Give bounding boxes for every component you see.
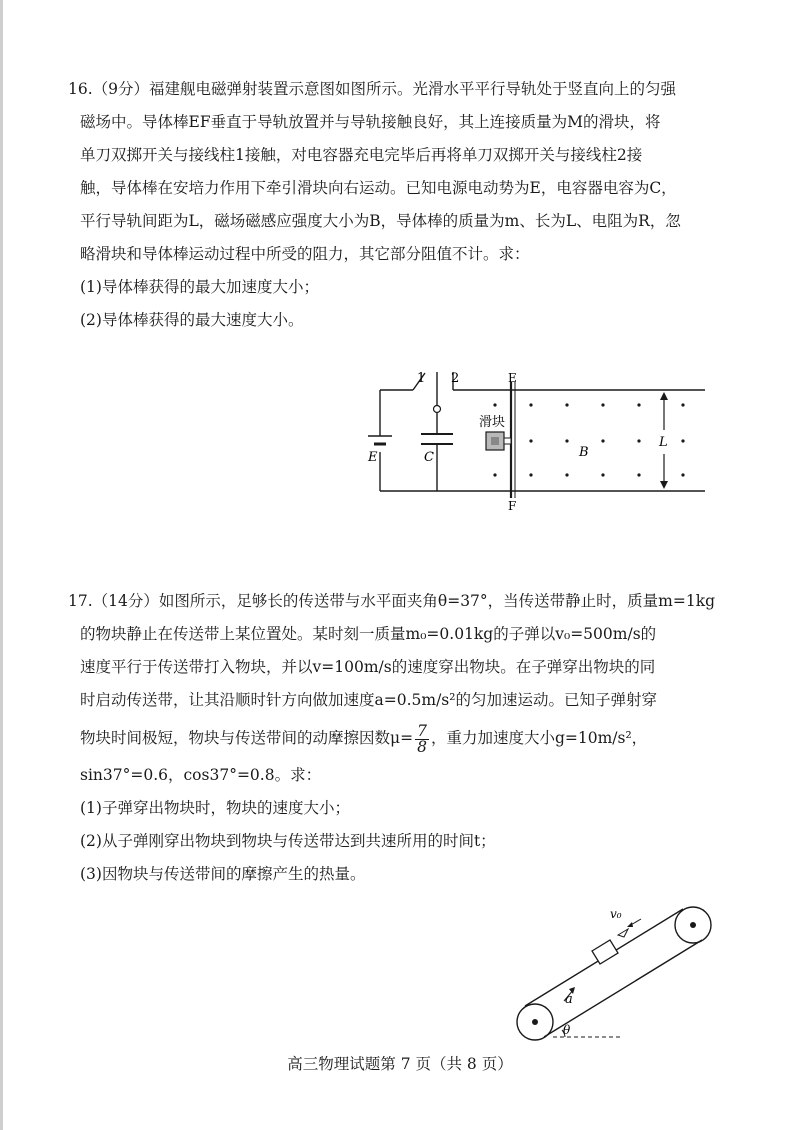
q16-subquestion-2: (2)导体棒获得的最大速度大小。 (80, 311, 304, 329)
q17-line-1: 17.（14分）如图所示，足够长的传送带与水平面夹角θ=37°，当传送带静止时，质量m=1kg (68, 592, 716, 610)
magnetic-field-dots (493, 403, 684, 476)
pulley-bottom-axle (532, 1019, 538, 1025)
q17-subquestion-1: (1)子弹穿出物块时，物块的速度大小； (80, 799, 350, 817)
q17-line-6: sin37°=0.6，cos37°=0.8。求： (80, 766, 322, 784)
q17-line-3: 速度平行于传送带打入物块，并以v=100m/s的速度穿出物块。在子弹穿出物块的同 (80, 658, 656, 676)
question-16 (68, 73, 718, 337)
friction-coefficient-fraction (415, 721, 429, 756)
switch-terminal-1-label: 1 (417, 371, 426, 386)
terminal-1-contact (434, 406, 441, 413)
q17-subquestion-3: (3)因物块与传送带间的摩擦产生的热量。 (80, 865, 366, 883)
q16-line-3: 单刀双掷开关与接线柱1接触，对电容器充电完毕后再将单刀双掷开关与接线柱2接 (80, 146, 643, 164)
page-edge (0, 0, 3, 1130)
block-on-belt (592, 940, 618, 964)
velocity-arrowhead (627, 922, 633, 927)
field-label-B: B (579, 445, 589, 460)
q16-subquestion-1: (1)导体棒获得的最大加速度大小； (80, 278, 319, 296)
page-footer: 高三物理试题第 7 页（共 8 页） (287, 1055, 513, 1073)
capacitor-label-C: C (424, 450, 434, 465)
q17-subquestion-2: (2)从子弹刚穿出物块到物块与传送带达到共速所用的时间t； (80, 832, 496, 850)
q16-figure-circuit (365, 368, 705, 518)
switch-terminal-2-label: 2 (451, 371, 460, 386)
q16-line-1: 16.（9分）福建舰电磁弹射装置示意图如图所示。光滑水平平行导轨处于竖直向上的匀强 (68, 80, 677, 98)
q16-line-6: 略滑块和导体棒运动过程中所受的阻力，其它部分阻值不计。求： (80, 245, 530, 263)
slider-label: 滑块 (479, 415, 506, 430)
q16-line-2: 磁场中。导体棒EF垂直于导轨放置并与导轨接触良好，其上连接质量为M的滑块，将 (80, 113, 661, 131)
q17-figure-conveyor (510, 905, 720, 1045)
bullet (618, 929, 628, 937)
pulley-top-axle (690, 922, 696, 928)
slider-block-inner (491, 437, 499, 445)
acceleration-label-a: a (565, 992, 573, 1007)
arrowhead-down (660, 481, 668, 489)
rod-label-F: F (508, 499, 517, 513)
slider-connector (504, 438, 511, 444)
fraction-numerator: 7 (417, 721, 427, 740)
angle-label-theta: θ (563, 1023, 571, 1037)
q17-line-5 (68, 717, 718, 759)
q17-line-5-post: ，重力加速度大小g=10m/s²， (430, 729, 648, 747)
velocity-label-v0: v₀ (610, 907, 622, 921)
question-17 (68, 585, 718, 891)
q17-line-2: 的物块静止在传送带上某位置处。某时刻一质量m₀=0.01kg的子弹以v₀=500m/s的 (80, 625, 657, 643)
fraction-denominator: 8 (417, 737, 427, 756)
q17-line-4: 时启动传送带，让其沿顺时针方向做加速度a=0.5m/s²的匀加速运动。已知子弹射穿 (80, 691, 657, 709)
arrowhead-up (660, 392, 668, 400)
distance-label-L: L (659, 435, 668, 450)
battery-label-E: E (368, 450, 378, 465)
q16-line-5: 平行导轨间距为L，磁场磁感应强度大小为B，导体棒的质量为m、长为L、电阻为R，忽 (80, 212, 681, 230)
q17-line-5-pre: 物块时间极短，物块与传送带间的动摩擦因数μ= (80, 729, 414, 747)
rod-label-E: E (508, 371, 517, 385)
q16-line-4: 触，导体棒在安培力作用下牵引滑块向右运动。已知电源电动势为E，电容器电容为C， (80, 179, 677, 197)
